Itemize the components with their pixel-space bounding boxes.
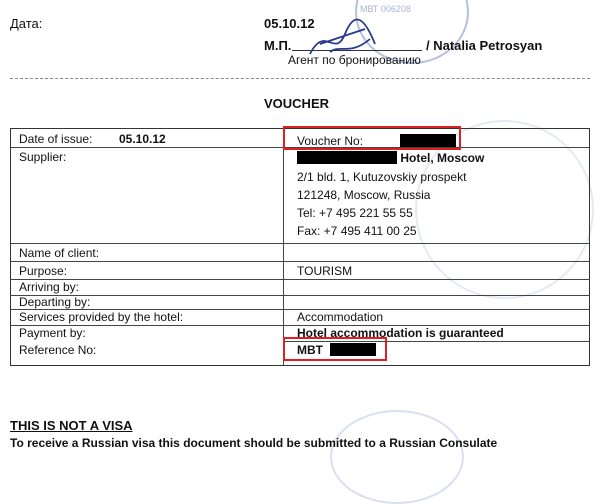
voucher-title: VOUCHER [264, 96, 330, 111]
date-value: 05.10.12 [264, 16, 315, 31]
services-label: Services provided by the hotel: [19, 310, 184, 324]
mp-label: М.П. [264, 38, 292, 53]
agent-caption: Агент по бронированию [288, 53, 421, 67]
supplier-address-1: 2/1 bld. 1, Kutuzovskiy prospekt [297, 170, 467, 184]
name-of-client-label: Name of client: [19, 246, 100, 260]
visa-instruction: To receive a Russian visa this document should be submitted to a Russian Consulate [10, 436, 498, 450]
supplier-fax: Fax: +7 495 411 00 25 [297, 224, 417, 238]
stamp-bottom [330, 410, 464, 504]
payment-label: Payment by: [19, 326, 86, 340]
supplier-tel: Tel: +7 495 221 55 55 [297, 206, 413, 220]
reference-highlight [283, 337, 387, 361]
purpose-label: Purpose: [19, 264, 68, 278]
supplier-name [297, 151, 484, 165]
arriving-label: Arriving by: [19, 280, 80, 294]
reference-prefix: MBT [297, 343, 323, 357]
payment-value: Hotel accommodation is guaranteed [297, 326, 504, 340]
row-divider [11, 279, 589, 280]
supplier-address-2: 121248, Moscow, Russia [297, 188, 431, 202]
purpose-value: TOURISM [297, 264, 353, 278]
voucher-table [10, 128, 590, 366]
date-of-issue-label: Date of issue: [19, 132, 93, 146]
supplier-label: Supplier: [19, 150, 67, 164]
not-a-visa-notice: THIS IS NOT A VISA [10, 418, 133, 433]
departing-label: Departing by: [19, 295, 91, 309]
agent-name: / Natalia Petrosyan [426, 38, 543, 53]
reference-label: Reference No: [19, 343, 97, 357]
column-divider [283, 129, 284, 365]
services-value: Accommodation [297, 310, 384, 324]
voucher-no-label: Voucher No: [297, 134, 364, 148]
redacted-block [297, 151, 397, 164]
date-label: Дата: [10, 16, 43, 31]
voucher-no-highlight [283, 126, 461, 150]
date-of-issue-value: 05.10.12 [119, 132, 166, 146]
separator [10, 78, 590, 79]
row-divider [11, 243, 589, 244]
supplier-name-text: Hotel, Moscow [400, 151, 485, 165]
stamp-text: МВТ 006208 [360, 4, 411, 14]
row-divider [11, 295, 589, 296]
row-divider [11, 261, 589, 262]
